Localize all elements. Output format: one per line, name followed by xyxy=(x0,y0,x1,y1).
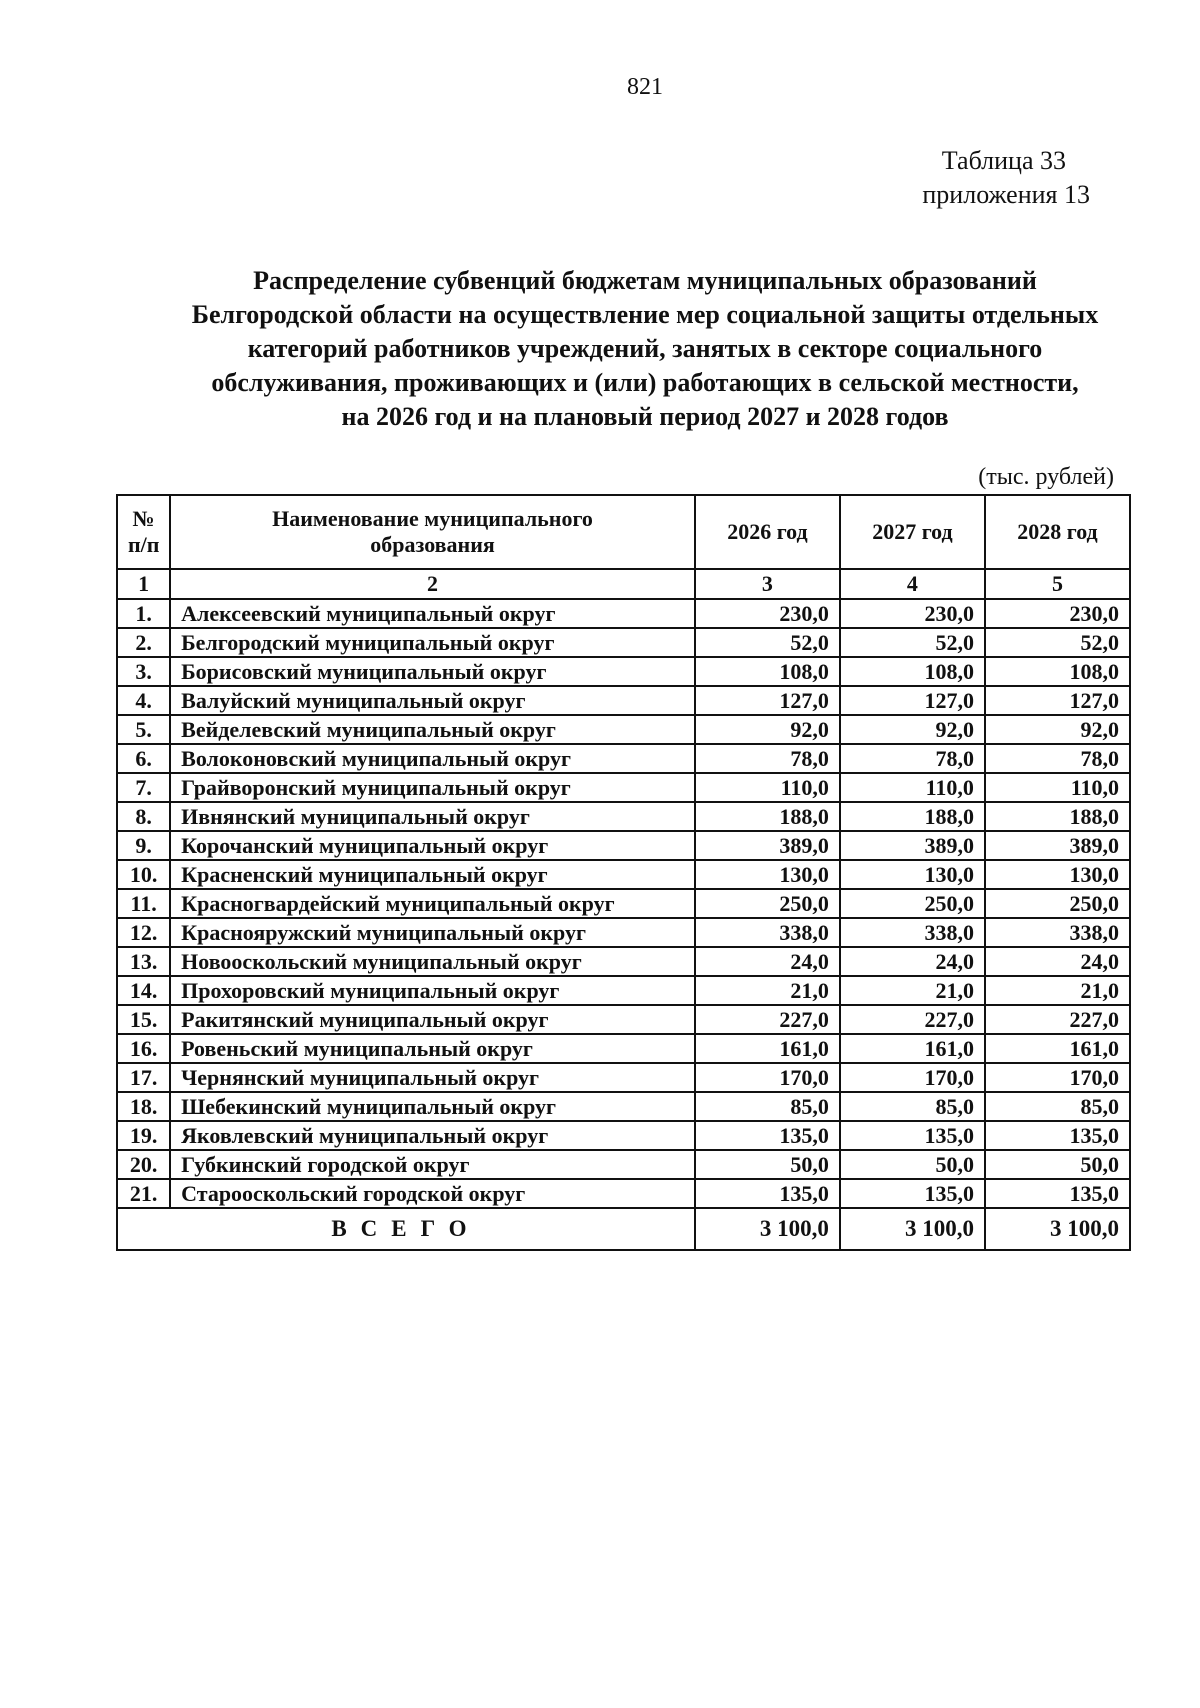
header-name-line2: образования xyxy=(370,532,495,557)
value-2026: 338,0 xyxy=(695,918,840,947)
page-number: 821 xyxy=(627,74,663,100)
table-row xyxy=(117,1092,1130,1121)
table-row xyxy=(117,1179,1130,1208)
value-2026: 85,0 xyxy=(695,1092,840,1121)
value-2028: 338,0 xyxy=(985,918,1130,947)
value-2028: 92,0 xyxy=(985,715,1130,744)
value-2026: 108,0 xyxy=(695,657,840,686)
value-2028: 230,0 xyxy=(985,599,1130,628)
header-name xyxy=(170,495,695,569)
value-2028: 135,0 xyxy=(985,1179,1130,1208)
table-row xyxy=(117,802,1130,831)
row-number: 3. xyxy=(117,657,170,686)
table-row xyxy=(117,657,1130,686)
title-line: Распределение субвенций бюджетам муниципальных образований xyxy=(253,266,1037,295)
header-2027: 2027 год xyxy=(840,495,985,569)
title-line: обслуживания, проживающих и (или) работающих в сельской местности, xyxy=(211,368,1079,397)
value-2028: 110,0 xyxy=(985,773,1130,802)
appendix-reference xyxy=(922,144,1090,212)
table-row xyxy=(117,976,1130,1005)
row-number: 19. xyxy=(117,1121,170,1150)
column-number: 3 xyxy=(695,569,840,599)
column-number: 2 xyxy=(170,569,695,599)
table-header-row xyxy=(117,495,1130,569)
value-2026: 50,0 xyxy=(695,1150,840,1179)
total-2028: 3 100,0 xyxy=(985,1208,1130,1250)
municipality-name: Борисовский муниципальный округ xyxy=(170,657,695,686)
row-number: 13. xyxy=(117,947,170,976)
value-2026: 188,0 xyxy=(695,802,840,831)
municipality-name: Корочанский муниципальный округ xyxy=(170,831,695,860)
value-2028: 227,0 xyxy=(985,1005,1130,1034)
municipality-name: Ивнянский муниципальный округ xyxy=(170,802,695,831)
value-2027: 130,0 xyxy=(840,860,985,889)
value-2028: 52,0 xyxy=(985,628,1130,657)
value-2028: 50,0 xyxy=(985,1150,1130,1179)
value-2027: 338,0 xyxy=(840,918,985,947)
row-number: 21. xyxy=(117,1179,170,1208)
value-2026: 52,0 xyxy=(695,628,840,657)
municipality-name: Старооскольский городской округ xyxy=(170,1179,695,1208)
row-number: 6. xyxy=(117,744,170,773)
header-number-line1: № xyxy=(132,506,155,531)
table-row xyxy=(117,918,1130,947)
value-2027: 188,0 xyxy=(840,802,985,831)
value-2026: 78,0 xyxy=(695,744,840,773)
table-row xyxy=(117,947,1130,976)
row-number: 14. xyxy=(117,976,170,1005)
title-line: Белгородской области на осуществление мер социальной защиты отдельных xyxy=(191,300,1099,329)
table-row xyxy=(117,1150,1130,1179)
value-2028: 188,0 xyxy=(985,802,1130,831)
table-row xyxy=(117,1034,1130,1063)
value-2028: 250,0 xyxy=(985,889,1130,918)
value-2027: 135,0 xyxy=(840,1121,985,1150)
value-2028: 127,0 xyxy=(985,686,1130,715)
municipality-name: Шебекинский муниципальный округ xyxy=(170,1092,695,1121)
table-row xyxy=(117,1121,1130,1150)
row-number: 18. xyxy=(117,1092,170,1121)
header-name-line1: Наименование муниципального xyxy=(272,506,593,531)
value-2028: 78,0 xyxy=(985,744,1130,773)
municipality-name: Новооскольский муниципальный округ xyxy=(170,947,695,976)
value-2026: 92,0 xyxy=(695,715,840,744)
value-2026: 110,0 xyxy=(695,773,840,802)
value-2028: 108,0 xyxy=(985,657,1130,686)
row-number: 20. xyxy=(117,1150,170,1179)
value-2027: 78,0 xyxy=(840,744,985,773)
value-2026: 135,0 xyxy=(695,1121,840,1150)
value-2027: 170,0 xyxy=(840,1063,985,1092)
row-number: 8. xyxy=(117,802,170,831)
municipality-name: Ровеньский муниципальный округ xyxy=(170,1034,695,1063)
value-2026: 161,0 xyxy=(695,1034,840,1063)
value-2027: 52,0 xyxy=(840,628,985,657)
value-2026: 227,0 xyxy=(695,1005,840,1034)
value-2028: 130,0 xyxy=(985,860,1130,889)
row-number: 9. xyxy=(117,831,170,860)
value-2027: 230,0 xyxy=(840,599,985,628)
row-number: 7. xyxy=(117,773,170,802)
value-2027: 161,0 xyxy=(840,1034,985,1063)
value-2028: 24,0 xyxy=(985,947,1130,976)
row-number: 10. xyxy=(117,860,170,889)
municipality-name: Краснояружский муниципальный округ xyxy=(170,918,695,947)
value-2027: 108,0 xyxy=(840,657,985,686)
table-row xyxy=(117,715,1130,744)
table-body xyxy=(117,599,1130,1208)
value-2027: 110,0 xyxy=(840,773,985,802)
table-row xyxy=(117,831,1130,860)
value-2028: 85,0 xyxy=(985,1092,1130,1121)
municipality-name: Вейделевский муниципальный округ xyxy=(170,715,695,744)
value-2027: 50,0 xyxy=(840,1150,985,1179)
table-row xyxy=(117,1063,1130,1092)
value-2027: 85,0 xyxy=(840,1092,985,1121)
value-2028: 135,0 xyxy=(985,1121,1130,1150)
table-reference: Таблица 33 xyxy=(941,146,1066,175)
total-row xyxy=(117,1208,1130,1250)
value-2026: 230,0 xyxy=(695,599,840,628)
value-2026: 389,0 xyxy=(695,831,840,860)
municipality-name: Чернянский муниципальный округ xyxy=(170,1063,695,1092)
value-2026: 135,0 xyxy=(695,1179,840,1208)
municipality-name: Ракитянский муниципальный округ xyxy=(170,1005,695,1034)
value-2027: 21,0 xyxy=(840,976,985,1005)
value-2026: 130,0 xyxy=(695,860,840,889)
row-number: 11. xyxy=(117,889,170,918)
column-number: 1 xyxy=(117,569,170,599)
appendix-number: приложения 13 xyxy=(922,180,1090,209)
document-title xyxy=(150,264,1140,434)
value-2028: 389,0 xyxy=(985,831,1130,860)
total-label: ВСЕГО xyxy=(117,1208,695,1250)
value-2026: 24,0 xyxy=(695,947,840,976)
header-number xyxy=(117,495,170,569)
municipality-name: Грайворонский муниципальный округ xyxy=(170,773,695,802)
table-row xyxy=(117,744,1130,773)
total-2026: 3 100,0 xyxy=(695,1208,840,1250)
row-number: 5. xyxy=(117,715,170,744)
municipality-name: Красногвардейский муниципальный округ xyxy=(170,889,695,918)
value-2026: 21,0 xyxy=(695,976,840,1005)
municipality-name: Губкинский городской округ xyxy=(170,1150,695,1179)
row-number: 15. xyxy=(117,1005,170,1034)
table-row xyxy=(117,628,1130,657)
table-row xyxy=(117,773,1130,802)
municipality-name: Белгородский муниципальный округ xyxy=(170,628,695,657)
column-number: 5 xyxy=(985,569,1130,599)
municipality-name: Яковлевский муниципальный округ xyxy=(170,1121,695,1150)
column-number: 4 xyxy=(840,569,985,599)
total-2027: 3 100,0 xyxy=(840,1208,985,1250)
row-number: 17. xyxy=(117,1063,170,1092)
column-number-row xyxy=(117,569,1130,599)
municipality-name: Алексеевский муниципальный округ xyxy=(170,599,695,628)
municipality-name: Прохоровский муниципальный округ xyxy=(170,976,695,1005)
table-row xyxy=(117,889,1130,918)
value-2026: 127,0 xyxy=(695,686,840,715)
municipality-name: Валуйский муниципальный округ xyxy=(170,686,695,715)
value-2028: 161,0 xyxy=(985,1034,1130,1063)
value-2028: 21,0 xyxy=(985,976,1130,1005)
value-2027: 92,0 xyxy=(840,715,985,744)
row-number: 12. xyxy=(117,918,170,947)
row-number: 16. xyxy=(117,1034,170,1063)
table-row xyxy=(117,686,1130,715)
municipality-name: Волоконовский муниципальный округ xyxy=(170,744,695,773)
row-number: 4. xyxy=(117,686,170,715)
value-2027: 389,0 xyxy=(840,831,985,860)
table-row xyxy=(117,599,1130,628)
value-2027: 127,0 xyxy=(840,686,985,715)
value-2026: 170,0 xyxy=(695,1063,840,1092)
row-number: 1. xyxy=(117,599,170,628)
units-label: (тыс. рублей) xyxy=(978,464,1114,490)
table-row xyxy=(117,1005,1130,1034)
municipality-name: Красненский муниципальный округ xyxy=(170,860,695,889)
header-2026: 2026 год xyxy=(695,495,840,569)
title-line: на 2026 год и на плановый период 2027 и 2028 годов xyxy=(341,402,949,431)
value-2027: 135,0 xyxy=(840,1179,985,1208)
value-2026: 250,0 xyxy=(695,889,840,918)
value-2027: 24,0 xyxy=(840,947,985,976)
header-2028: 2028 год xyxy=(985,495,1130,569)
title-line: категорий работников учреждений, занятых в секторе социального xyxy=(247,334,1043,363)
value-2028: 170,0 xyxy=(985,1063,1130,1092)
row-number: 2. xyxy=(117,628,170,657)
value-2027: 227,0 xyxy=(840,1005,985,1034)
table-row xyxy=(117,860,1130,889)
value-2027: 250,0 xyxy=(840,889,985,918)
header-number-line2: п/п xyxy=(128,532,160,557)
subsidy-table xyxy=(116,494,1131,1251)
